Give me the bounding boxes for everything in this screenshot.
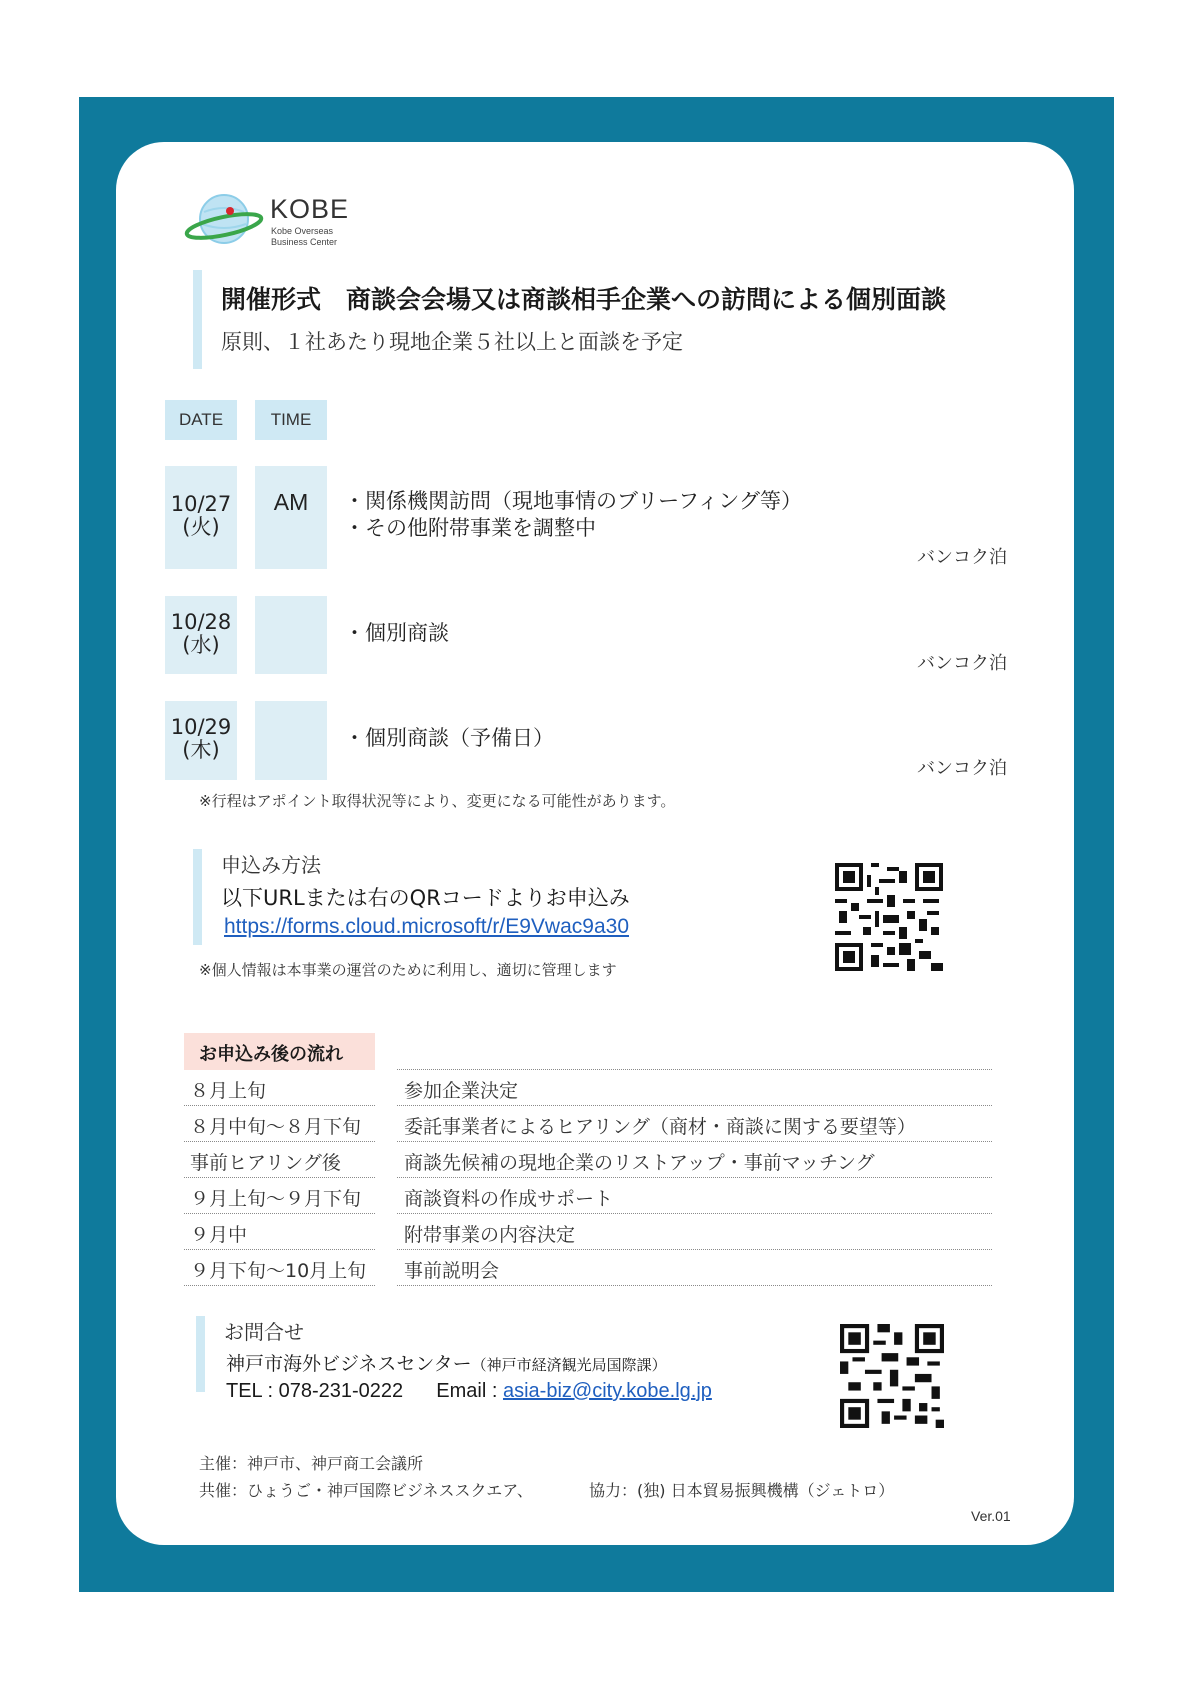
day-text: (水) <box>182 633 220 657</box>
date-text: 10/27 <box>170 492 232 516</box>
footer-cooperation: 協力：(独) 日本貿易振興機構（ジェトロ） <box>589 1481 895 1500</box>
time-header: TIME <box>255 400 327 440</box>
flow-row <box>184 1070 992 1106</box>
day-text: (火) <box>182 515 220 539</box>
contact-tel: TEL : 078-231-0222 <box>226 1380 404 1402</box>
flow-content: 商談資料の作成サポート <box>404 1188 614 1210</box>
flow-period: ９月下旬～10月上旬 <box>190 1260 367 1282</box>
contact-title: お問合せ <box>224 1320 304 1344</box>
schedule-item: ・その他附帯事業を調整中 <box>344 516 596 540</box>
time-text: AM <box>273 489 309 515</box>
flow-row <box>184 1214 992 1250</box>
flow-period: 事前ヒアリング後 <box>190 1152 341 1174</box>
flow-period: ８月中旬～８月下旬 <box>190 1116 362 1138</box>
flow-period: ９月中 <box>190 1224 248 1246</box>
globe-logo-icon <box>184 190 266 250</box>
contact-email-link[interactable]: asia-biz@city.kobe.lg.jp <box>502 1380 712 1402</box>
apply-instruction: 以下URLまたは右のQRコードよりお申込み <box>221 886 630 910</box>
qr-code-apply-icon[interactable] <box>835 863 943 971</box>
footer-host: 主催：神戸市、神戸商工会議所 <box>199 1454 424 1473</box>
schedule-item: ・個別商談（予備日） <box>344 726 554 750</box>
stay-label: バンコク泊 <box>917 758 1007 779</box>
flow-content: 事前説明会 <box>404 1260 500 1282</box>
privacy-note: ※個人情報は本事業の運営のために利用し、適切に管理します <box>199 961 617 979</box>
format-accent-bar <box>193 270 202 369</box>
version-label: Ver.01 <box>971 1508 1011 1524</box>
logo-title: KOBE <box>270 194 350 224</box>
contact-line <box>226 1380 712 1403</box>
contact-org-name: 神戸市海外ビジネスセンター <box>226 1353 472 1375</box>
flow-content: 参加企業決定 <box>404 1080 519 1102</box>
date-text: 10/29 <box>170 715 232 739</box>
stay-label: バンコク泊 <box>917 547 1007 568</box>
format-title: 開催形式 商談会会場又は商談相手企業への訪問による個別面談 <box>221 285 947 314</box>
flow-row <box>184 1178 992 1214</box>
flow-content: 附帯事業の内容決定 <box>404 1224 576 1246</box>
flow-row <box>184 1106 992 1142</box>
contact-org-sub: （神戸市経済観光局国際課） <box>471 1356 667 1374</box>
stay-label: バンコク泊 <box>917 653 1007 674</box>
logo-subtitle-1: Kobe Overseas <box>271 226 334 236</box>
qr-code-contact-icon[interactable] <box>840 1324 944 1428</box>
footer-cohost: 共催：ひょうご・神戸国際ビジネススクエア、 <box>199 1481 533 1500</box>
flow-period: ８月上旬 <box>190 1080 267 1102</box>
schedule-item: ・関係機関訪問（現地事情のブリーフィング等） <box>344 489 803 513</box>
apply-url-link[interactable]: https://forms.cloud.microsoft/r/E9Vwac9a30 <box>224 915 629 938</box>
format-subtitle: 原則、１社あたり現地企業５社以上と面談を予定 <box>221 330 683 354</box>
flow-title: お申込み後の流れ <box>199 1044 343 1065</box>
schedule-note: ※行程はアポイント取得状況等により、変更になる可能性があります。 <box>199 792 676 810</box>
logo <box>184 190 350 254</box>
flow-content: 委託事業者によるヒアリング（商材・商談に関する要望等） <box>404 1116 916 1138</box>
date-text: 10/28 <box>170 610 232 634</box>
apply-title: 申込み方法 <box>221 853 321 877</box>
time-cell <box>255 596 327 674</box>
flow-row <box>184 1250 992 1286</box>
flow-row <box>184 1142 992 1178</box>
schedule-item: ・個別商談 <box>344 621 449 645</box>
logo-subtitle-2: Business Center <box>271 237 338 247</box>
time-cell <box>255 466 327 569</box>
contact-org <box>226 1349 667 1376</box>
time-cell <box>255 701 327 780</box>
contact-accent-bar <box>196 1316 205 1392</box>
flow-content: 商談先候補の現地企業のリストアップ・事前マッチング <box>404 1152 875 1174</box>
flow-period: ９月上旬～９月下旬 <box>190 1188 362 1210</box>
date-header: DATE <box>165 400 237 440</box>
day-text: (木) <box>182 738 220 762</box>
apply-accent-bar <box>193 849 202 945</box>
contact-email-label: Email : <box>436 1380 503 1402</box>
